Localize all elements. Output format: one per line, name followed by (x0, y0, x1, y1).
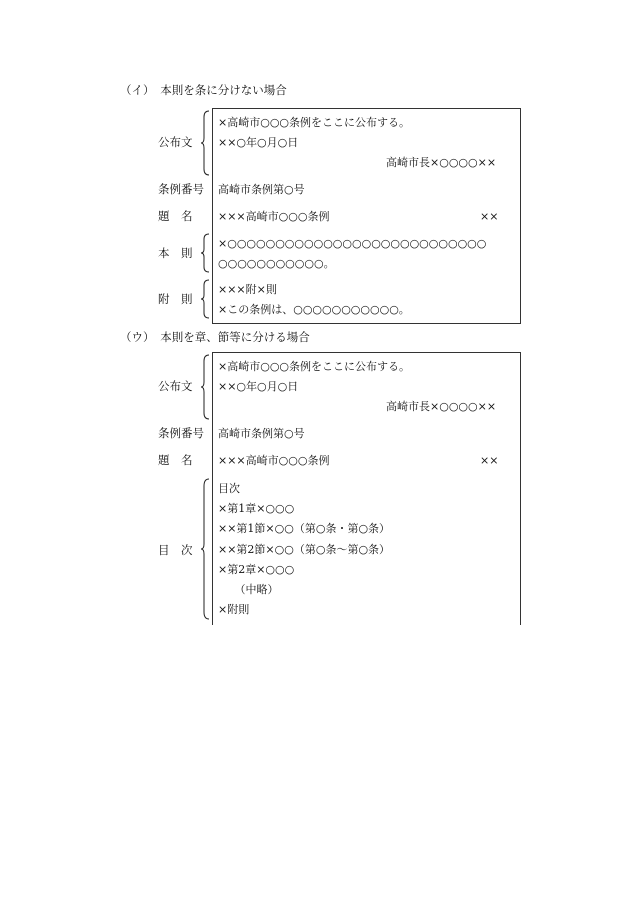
section-u-daimei-tail: ×× (480, 454, 499, 467)
section-i-bango-value: 高崎市条例第○号 (218, 183, 305, 196)
section-u-mokuji-line: 目次 (218, 482, 240, 495)
section-u-daimei-value: ×××高崎市○○○条例 (218, 454, 330, 467)
section-u-mokuji-line: ×第2章×○○○ (218, 563, 295, 576)
section-i-fusoku-line2: ×この条例は、○○○○○○○○○○○。 (218, 303, 410, 316)
section-u-mokuji-brace (200, 478, 210, 620)
section-i-fusoku-line1: ×××附×則 (218, 283, 277, 296)
section-u-daimei-label: 題 名 (158, 453, 193, 467)
section-u-mokuji-line: ××第1節×○○（第○条・第○条） (218, 522, 391, 535)
section-u-mokuji-line: ×第1章×○○○ (218, 502, 295, 515)
section-i-honsoku-line1: ×○○○○○○○○○○○○○○○○○○○○○○○○○○○ (218, 237, 487, 250)
section-i-kobunbun-label: 公布文 (158, 135, 193, 149)
section-i-bango-label: 条例番号 (158, 182, 204, 196)
section-u-mokuji-line: ××第2節×○○（第○条～第○条） (218, 543, 391, 556)
section-u-kobunbun-brace (200, 354, 210, 420)
section-u-bango-value: 高崎市条例第○号 (218, 427, 305, 440)
section-u-mokuji-line: ×附則 (218, 603, 250, 616)
section-u-kobunbun-label: 公布文 (158, 379, 193, 393)
section-i-honsoku-label: 本 則 (158, 246, 193, 260)
section-u-kobunbun-line1: ×高崎市○○○条例をここに公布する。 (218, 360, 411, 373)
section-u-mokuji-label: 目 次 (158, 543, 193, 557)
section-i-daimei-value: ×××高崎市○○○条例 (218, 210, 330, 223)
section-i-daimei-tail: ×× (480, 210, 499, 223)
section-u-bango-label: 条例番号 (158, 426, 204, 440)
section-u-kobunbun-sign: 高崎市長×○○○○×× (386, 400, 497, 413)
section-i-kobunbun-line1: ×高崎市○○○条例をここに公布する。 (218, 116, 411, 129)
section-u-heading: （ウ） 本則を章、節等に分ける場合 (120, 330, 310, 344)
section-i-daimei-label: 題 名 (158, 209, 193, 223)
section-i-kobunbun-line2: ××○年○月○日 (218, 136, 299, 149)
section-i-fusoku-brace (200, 279, 210, 319)
section-i-kobunbun-sign: 高崎市長×○○○○×× (386, 156, 497, 169)
section-u-kobunbun-line2: ××○年○月○日 (218, 380, 299, 393)
section-u-mokuji-line: （中略） (218, 583, 279, 596)
section-i-heading: （イ） 本則を条に分けない場合 (120, 83, 287, 97)
section-i-kobunbun-brace (200, 110, 210, 176)
section-i-honsoku-line2: ○○○○○○○○○○○。 (218, 257, 335, 270)
section-i-fusoku-label: 附 則 (158, 292, 193, 306)
section-i-honsoku-brace (200, 233, 210, 273)
